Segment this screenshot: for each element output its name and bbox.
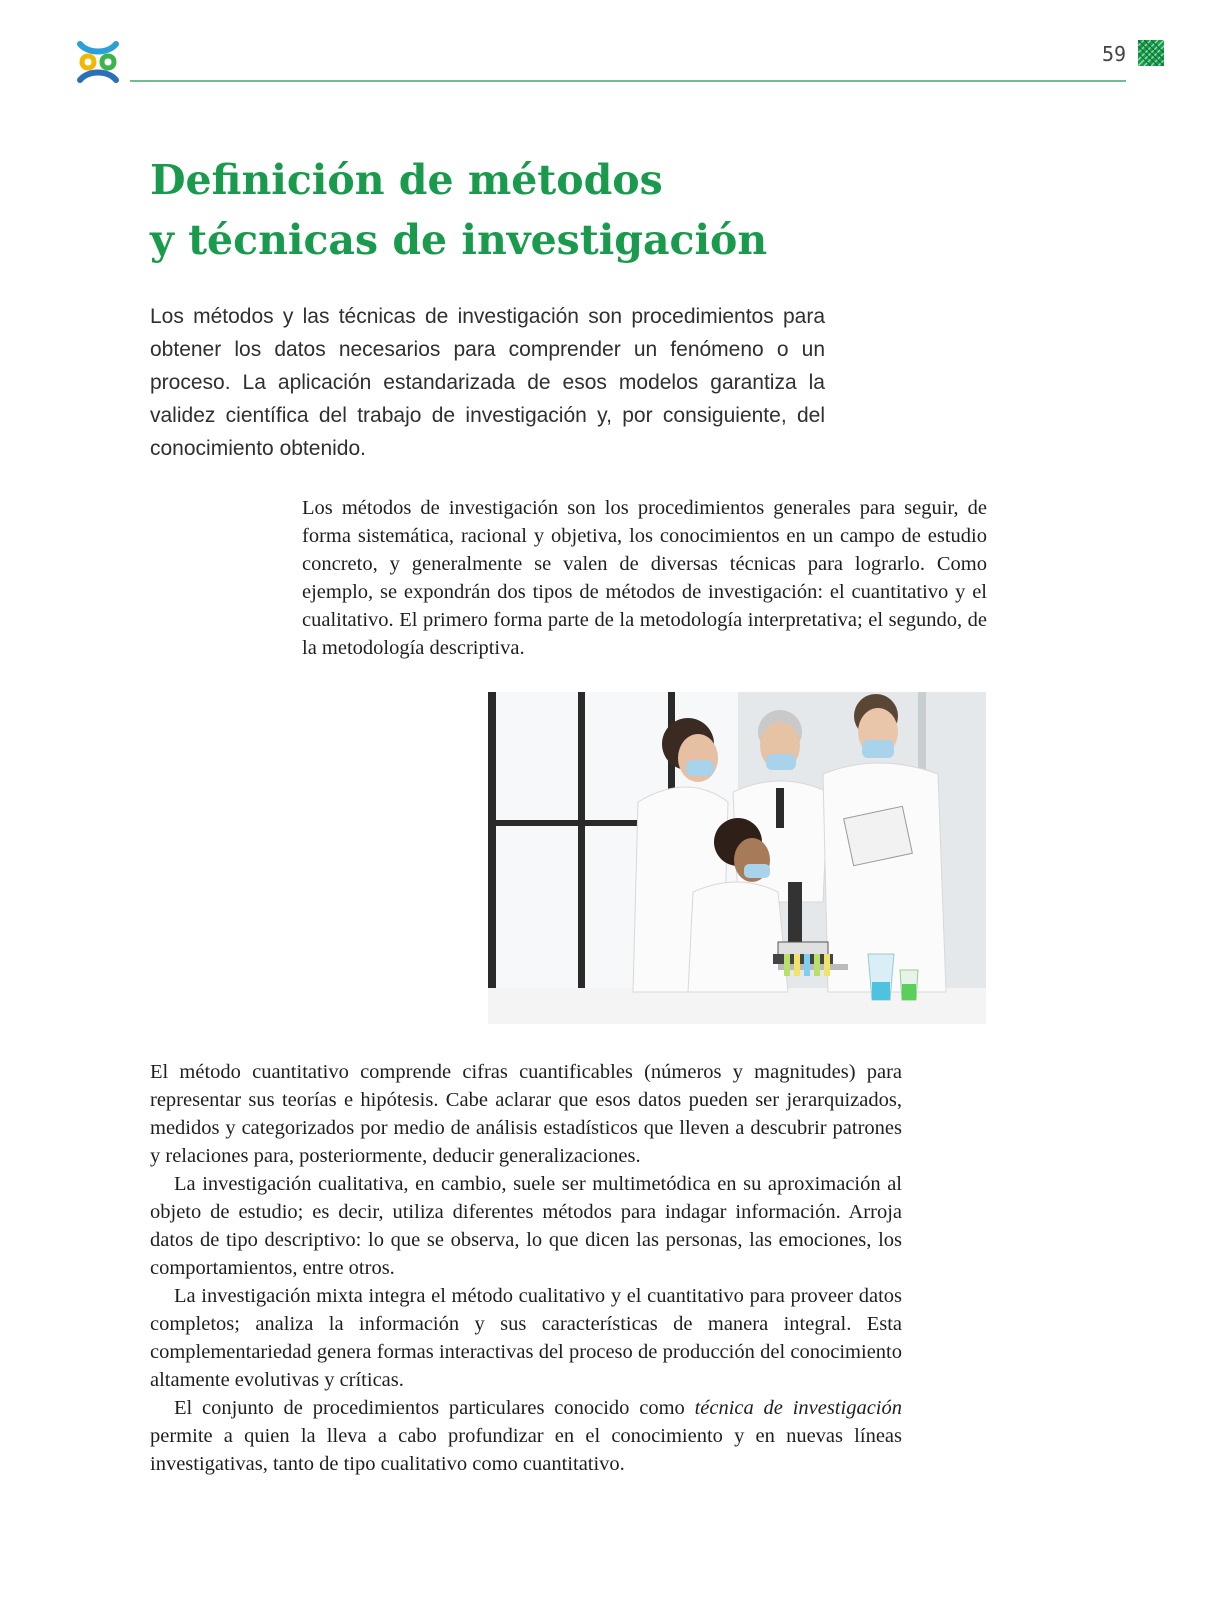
technique-paragraph-start: El conjunto de procedimientos particulares conocido como	[174, 1397, 695, 1419]
mixed-paragraph: La investigación mixta integra el método cualitativo y el cuantitativo para proveer datos completos; analiza la información y sus características de manera integral. Esta complementariedad genera formas interactivas del proceso de producción del conocimiento altamente evolutivas y críticas.	[150, 1285, 902, 1391]
page-number: 59	[1102, 42, 1127, 66]
quantitative-paragraph: El método cuantitativo comprende cifras cuantificables (números y magnitudes) para representar sus teorías e hipótesis. Cabe aclarar que esos datos pueden ser jerarquizados, medidos y categorizados por medio de análisis estadísticos que lleven a descubrir patrones y relaciones para, posteriormente, deducir generalizaciones.	[150, 1061, 902, 1167]
green-pattern-badge-icon	[1138, 40, 1164, 66]
header-rule	[130, 80, 1126, 82]
qualitative-paragraph: La investigación cualitativa, en cambio, suele ser multimetódica en su aproximación al objeto de estudio; es decir, utiliza diferentes métodos para indagar información. Arroja datos de tipo descriptivo: lo que se observa, lo que dicen las personas, las emociones, los comportamientos, entre otros.	[150, 1173, 902, 1279]
intro-paragraph: Los métodos y las técnicas de investigación son procedimientos para obtener los datos necesarios para comprender un fenómeno o un proceso. La aplicación estandarizada de esos modelos garantiza la validez científica del trabajo de investigación y, por consiguiente, del conocimiento obtenido.	[150, 305, 825, 460]
methods-paragraph: Los métodos de investigación son los procedimientos generales para seguir, de forma sistemática, racional y objetiva, los conocimientos en un campo de estudio concreto, y generalmente se valen de diversas técnicas para lograrlo. Como ejemplo, se expondrán dos tipos de métodos de investigación: el cuantitativo y el cualitativo. El primero forma parte de la metodología interpretativa; el segundo, de la metodología descriptiva.	[302, 497, 987, 659]
page-title	[150, 150, 1050, 270]
page-title-line-1: Definición de métodos	[150, 156, 663, 204]
page-title-line-2: y técnicas de investigación	[150, 216, 768, 264]
technique-paragraph	[150, 1394, 902, 1478]
laboratory-scientists-photo	[488, 692, 986, 1024]
series-logo-icon	[74, 38, 122, 86]
technique-term: técnica de investigación	[694, 1397, 902, 1419]
technique-paragraph-end: permite a quien la lleva a cabo profundizar en el conocimiento y en nuevas líneas investigativas, tanto de tipo cualitativo como cuantitativo.	[150, 1425, 902, 1475]
body-text	[150, 1058, 902, 1478]
